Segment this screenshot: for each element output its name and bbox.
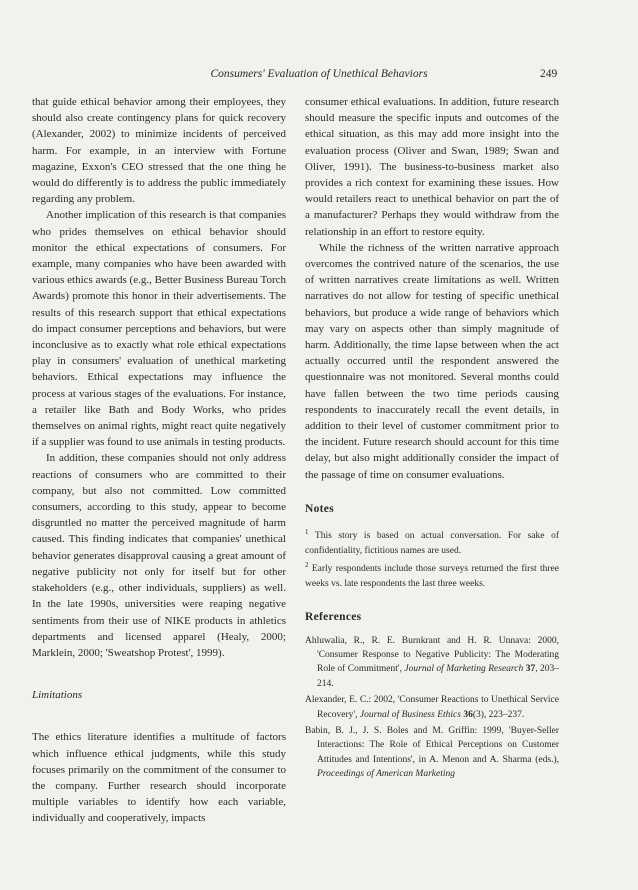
limitations-subheading: Limitations — [32, 689, 83, 702]
paragraph: While the richness of the written narrative approach overcomes the contrived nature of the scenarios, the use of written narratives create limitations as well. Written narratives do not allow for testing of specific unethical behaviors, but produce a wide range of behaviors which may vary on aspects other than simply magnitude of harm. Additionally, the time lapse between when the act actually occurred until the respondent answered the questionnaire was not monitored. Several months could have fallen between the two time periods causing respondents to inaccurately recall the event details, in addition to their level of customer commitment prior to the incident. Future research should account for this time delay, but also might additionally consider the impact of the passage of time on consumer evaluations. — [305, 241, 559, 481]
reference-entry — [305, 634, 559, 692]
paragraph: consumer ethical evaluations. In addition, future research should measure the specific inputs and outcomes of the ethical situation, as this may add more insight into the evaluation process (Oliver and Swan, 1989; Swan and Oliver, 1991). The business-to-business market also provides a rich context for examining these issues. How would retailers react to unethical behavior on part the of a manufacturer? Perhaps they would withdraw from the relationship in an effort to restore equity. — [305, 96, 559, 238]
references-heading: References — [305, 611, 362, 624]
left-column — [32, 94, 286, 827]
page-number: 249 — [540, 68, 558, 80]
footnote — [305, 558, 559, 591]
paragraph: The ethics literature identifies a multitude of factors which influence ethical judgments, while this study focuses primarily on the commitment of the consumer to the company. Further research should incorporate multiple variables to identify how each variable, individually and cooperatively, impacts — [32, 731, 286, 825]
paragraph: In addition, these companies should not only address reactions of consumers who are committed to their company, but also not committed. Low committed consumers, according to this study, appear to become disgruntled no matter the perceived magnitude of harm caused. This finding indicates that companies' unethical behavior generates disapproval causing a great amount of negative publicity not only for itself but for other stakeholders (e.g., other individuals, suppliers) as well. In the late 1990s, universities were reaping negative sentiments from their use of NIKE products in athletics departments and licensed apparel (Healy, 2000; Marklein, 2000; 'Sweatshop Protest', 1999). — [32, 452, 286, 659]
reference-journal: Journal of Business Ethics — [359, 709, 461, 720]
reference-journal: Proceedings of American Marketing — [317, 769, 455, 780]
running-title: Consumers' Evaluation of Unethical Behaviors — [210, 68, 428, 80]
right-column — [305, 94, 559, 784]
footnote-text: Early respondents include those surveys returned the first three weeks vs. late respondents the last three weeks. — [305, 564, 559, 589]
running-header — [0, 66, 638, 82]
reference-text: Babin, B. J., J. S. Boles and M. Griffin: 1999, 'Buyer-Seller Interactions: The Role of Ethical Perceptions on Customer Attitudes and Intentions', in A. Menon and A. Sharma (eds.), — [305, 726, 559, 765]
reference-entry — [305, 724, 559, 782]
reference-volume: 37 — [525, 664, 536, 675]
reference-text: Alexander, E. C.: 2002, 'Consumer Reactions to Unethical Service Recovery', — [305, 695, 559, 720]
paragraph: that guide ethical behavior among their employees, they should also create contingency plans for quick recovery (Alexander, 2002) to minimize incidents of perceived harm. For example, in an interview with Fortune magazine, Exxon's CEO stressed that the one thing he would do differently is to address the public immediately regarding any problem. — [32, 96, 286, 206]
footnote-number: 1 — [305, 528, 309, 537]
reference-journal: Journal of Marketing Research — [404, 664, 524, 675]
reference-volume: 36 — [463, 709, 473, 720]
footnote-number: 2 — [305, 561, 309, 570]
reference-entry — [305, 693, 559, 722]
paragraph: Another implication of this research is that companies who prides themselves on ethical behavior should monitor the ethical expectations of consumers. For example, many companies who have been awarded with various ethics awards (e.g., Better Business Bureau Torch Awards) promote this honor in their advertisements. The results of this research support that ethical expectations do impact consumer perceptions and behaviors, but were inconclusive as to exactly what role ethical expectations play in consumers' evaluation of unethical marketing behaviors. Ethical expectations may influence the process at various stages of the evaluations. For instance, a retailer like Bath and Body Works, who prides themselves on animal rights, might react quite negatively if a supplier was found to use animals in testing products. — [32, 209, 286, 449]
footnote-text: This story is based on actual conversation. For sake of confidentiality, fictitious names are used. — [305, 531, 559, 556]
footnote — [305, 525, 559, 558]
reference-text: (3), 223–237. — [472, 709, 525, 720]
reference-text: Ahluwalia, R., R. E. Burnkrant and H. R. Unnava: 2000, 'Consumer Response to Negative Publicity: The Moderating Role of Commitment', — [305, 635, 559, 675]
notes-heading: Notes — [305, 502, 334, 515]
reference-text: , 203–214. — [317, 664, 560, 689]
